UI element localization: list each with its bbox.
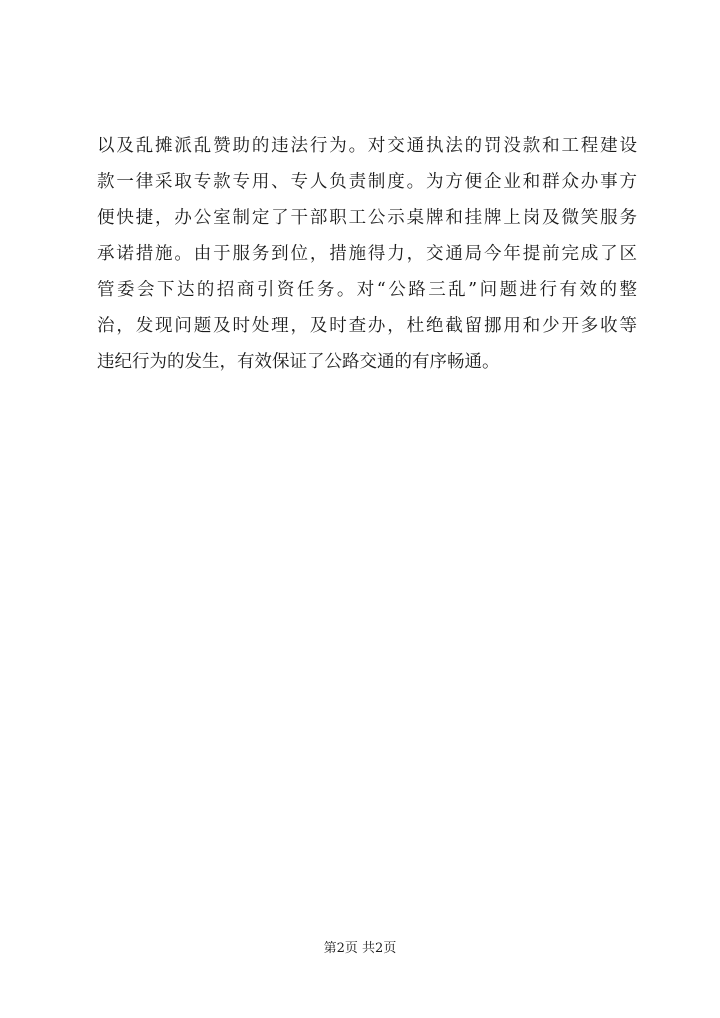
body-paragraph	[97, 128, 637, 380]
paragraph-line: 管委会下达的招商引资任务。对“公路三乱”问题进行有效的整	[97, 280, 637, 300]
paragraph-line: 承诺措施。由于服务到位，措施得力，交通局今年提前完成了区	[97, 244, 637, 264]
paragraph-line: 违纪行为的发生，有效保证了公路交通的有序畅通。	[97, 352, 500, 372]
paragraph-line: 便快捷，办公室制定了干部职工公示桌牌和挂牌上岗及微笑服务	[97, 208, 637, 228]
paragraph-line: 以及乱摊派乱赞助的违法行为。对交通执法的罚没款和工程建设	[97, 136, 637, 156]
page-number-footer: 第2页 共2页	[323, 941, 397, 956]
paragraph-line: 治，发现问题及时处理，及时查办，杜绝截留挪用和少开多收等	[97, 316, 637, 336]
paragraph-line: 款一律采取专款专用、专人负责制度。为方便企业和群众办事方	[97, 172, 637, 192]
